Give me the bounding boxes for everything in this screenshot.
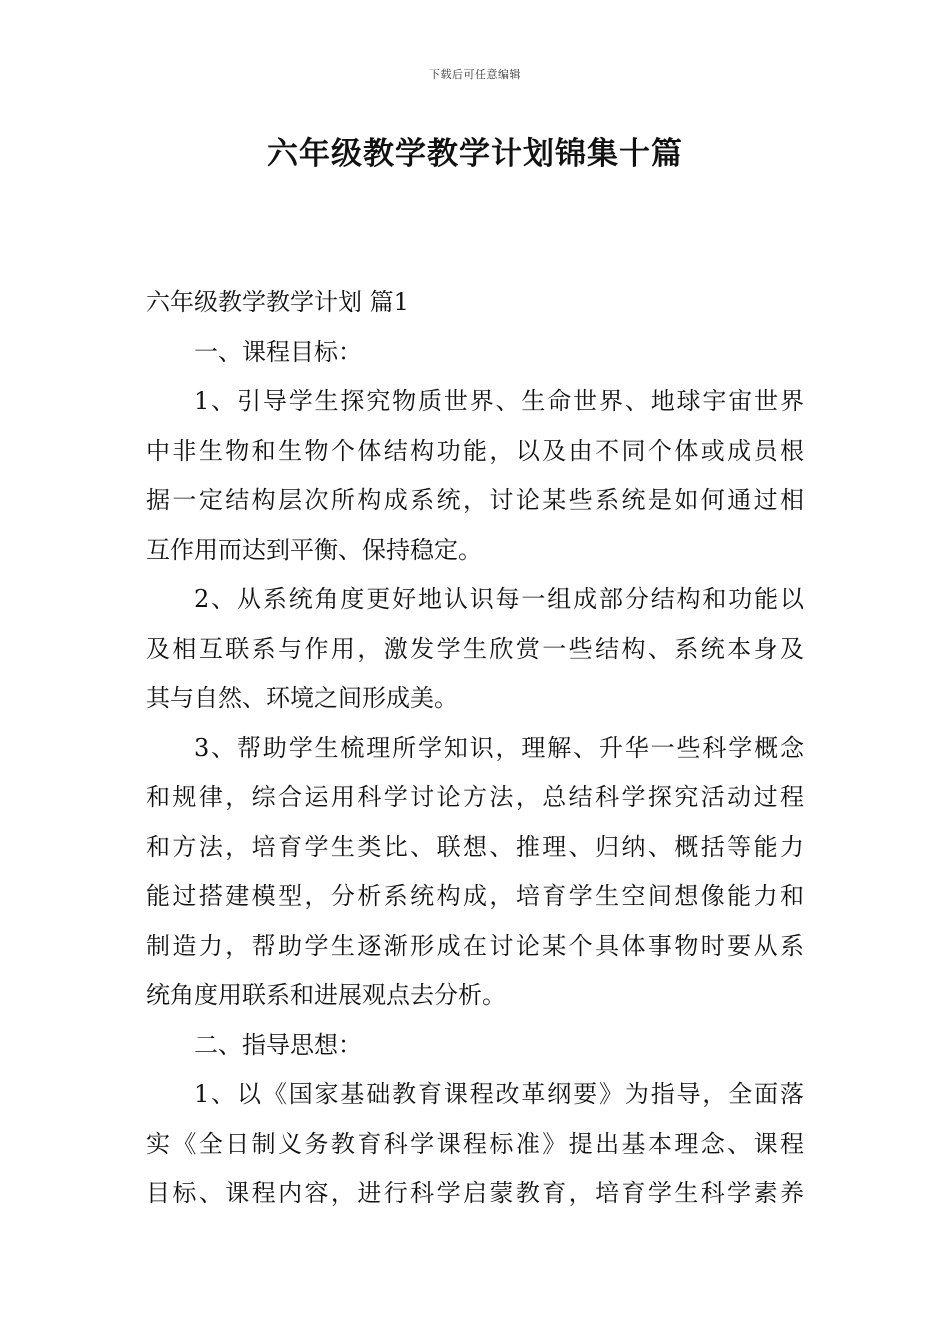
text-line: 二、指导思想： <box>194 1030 362 1059</box>
text-line: 3、帮助学生梳理所学知识，理解、升华一些科学概念 <box>194 733 804 762</box>
text-line: 统角度用联系和进展观点去分析。 <box>146 981 506 1009</box>
text-line: 目标、课程内容，进行科学启蒙教育，培育学生科学素养 <box>146 1179 804 1207</box>
header-note: 下载后可任意编辑 <box>429 68 521 81</box>
text-line: 据一定结构层次所构成系统，讨论某些系统是如何通过相 <box>146 486 804 514</box>
text-line: 和方法，培育学生类比、联想、推理、归纳、概括等能力 <box>146 832 804 861</box>
text-line: 互作用而达到平衡、保持稳定。 <box>146 535 482 564</box>
text-line: 及相互联系与作用，激发学生欣赏一些结构、系统本身及 <box>146 634 804 663</box>
text-line: 2、从系统角度更好地认识每一组成部分结构和功能以 <box>194 585 804 613</box>
text-line: 中非生物和生物个体结构功能，以及由不同个体或成员根 <box>146 436 804 465</box>
text-line: 一、课程目标： <box>194 337 362 366</box>
text-line: 1、引导学生探究物质世界、生命世界、地球宇宙世界 <box>194 387 804 415</box>
text-line: 其与自然、环境之间形成美。 <box>146 684 458 712</box>
text-line: 1、以《国家基础教育课程改革纲要》为指导，全面落 <box>194 1080 804 1108</box>
document-title: 六年级教学教学计划锦集十篇 <box>267 136 683 172</box>
text-line: 能过搭建模型，分析系统构成，培育学生空间想像能力和 <box>146 882 804 910</box>
text-line: 六年级教学教学计划 篇1 <box>146 288 409 316</box>
text-line: 和规律，综合运用科学讨论方法，总结科学探究活动过程 <box>146 783 804 811</box>
text-line: 制造力，帮助学生逐渐形成在讨论某个具体事物时要从系 <box>146 931 804 960</box>
text-line: 实《全日制义务教育科学课程标准》提出基本理念、课程 <box>146 1129 804 1158</box>
document-body <box>146 278 804 1219</box>
